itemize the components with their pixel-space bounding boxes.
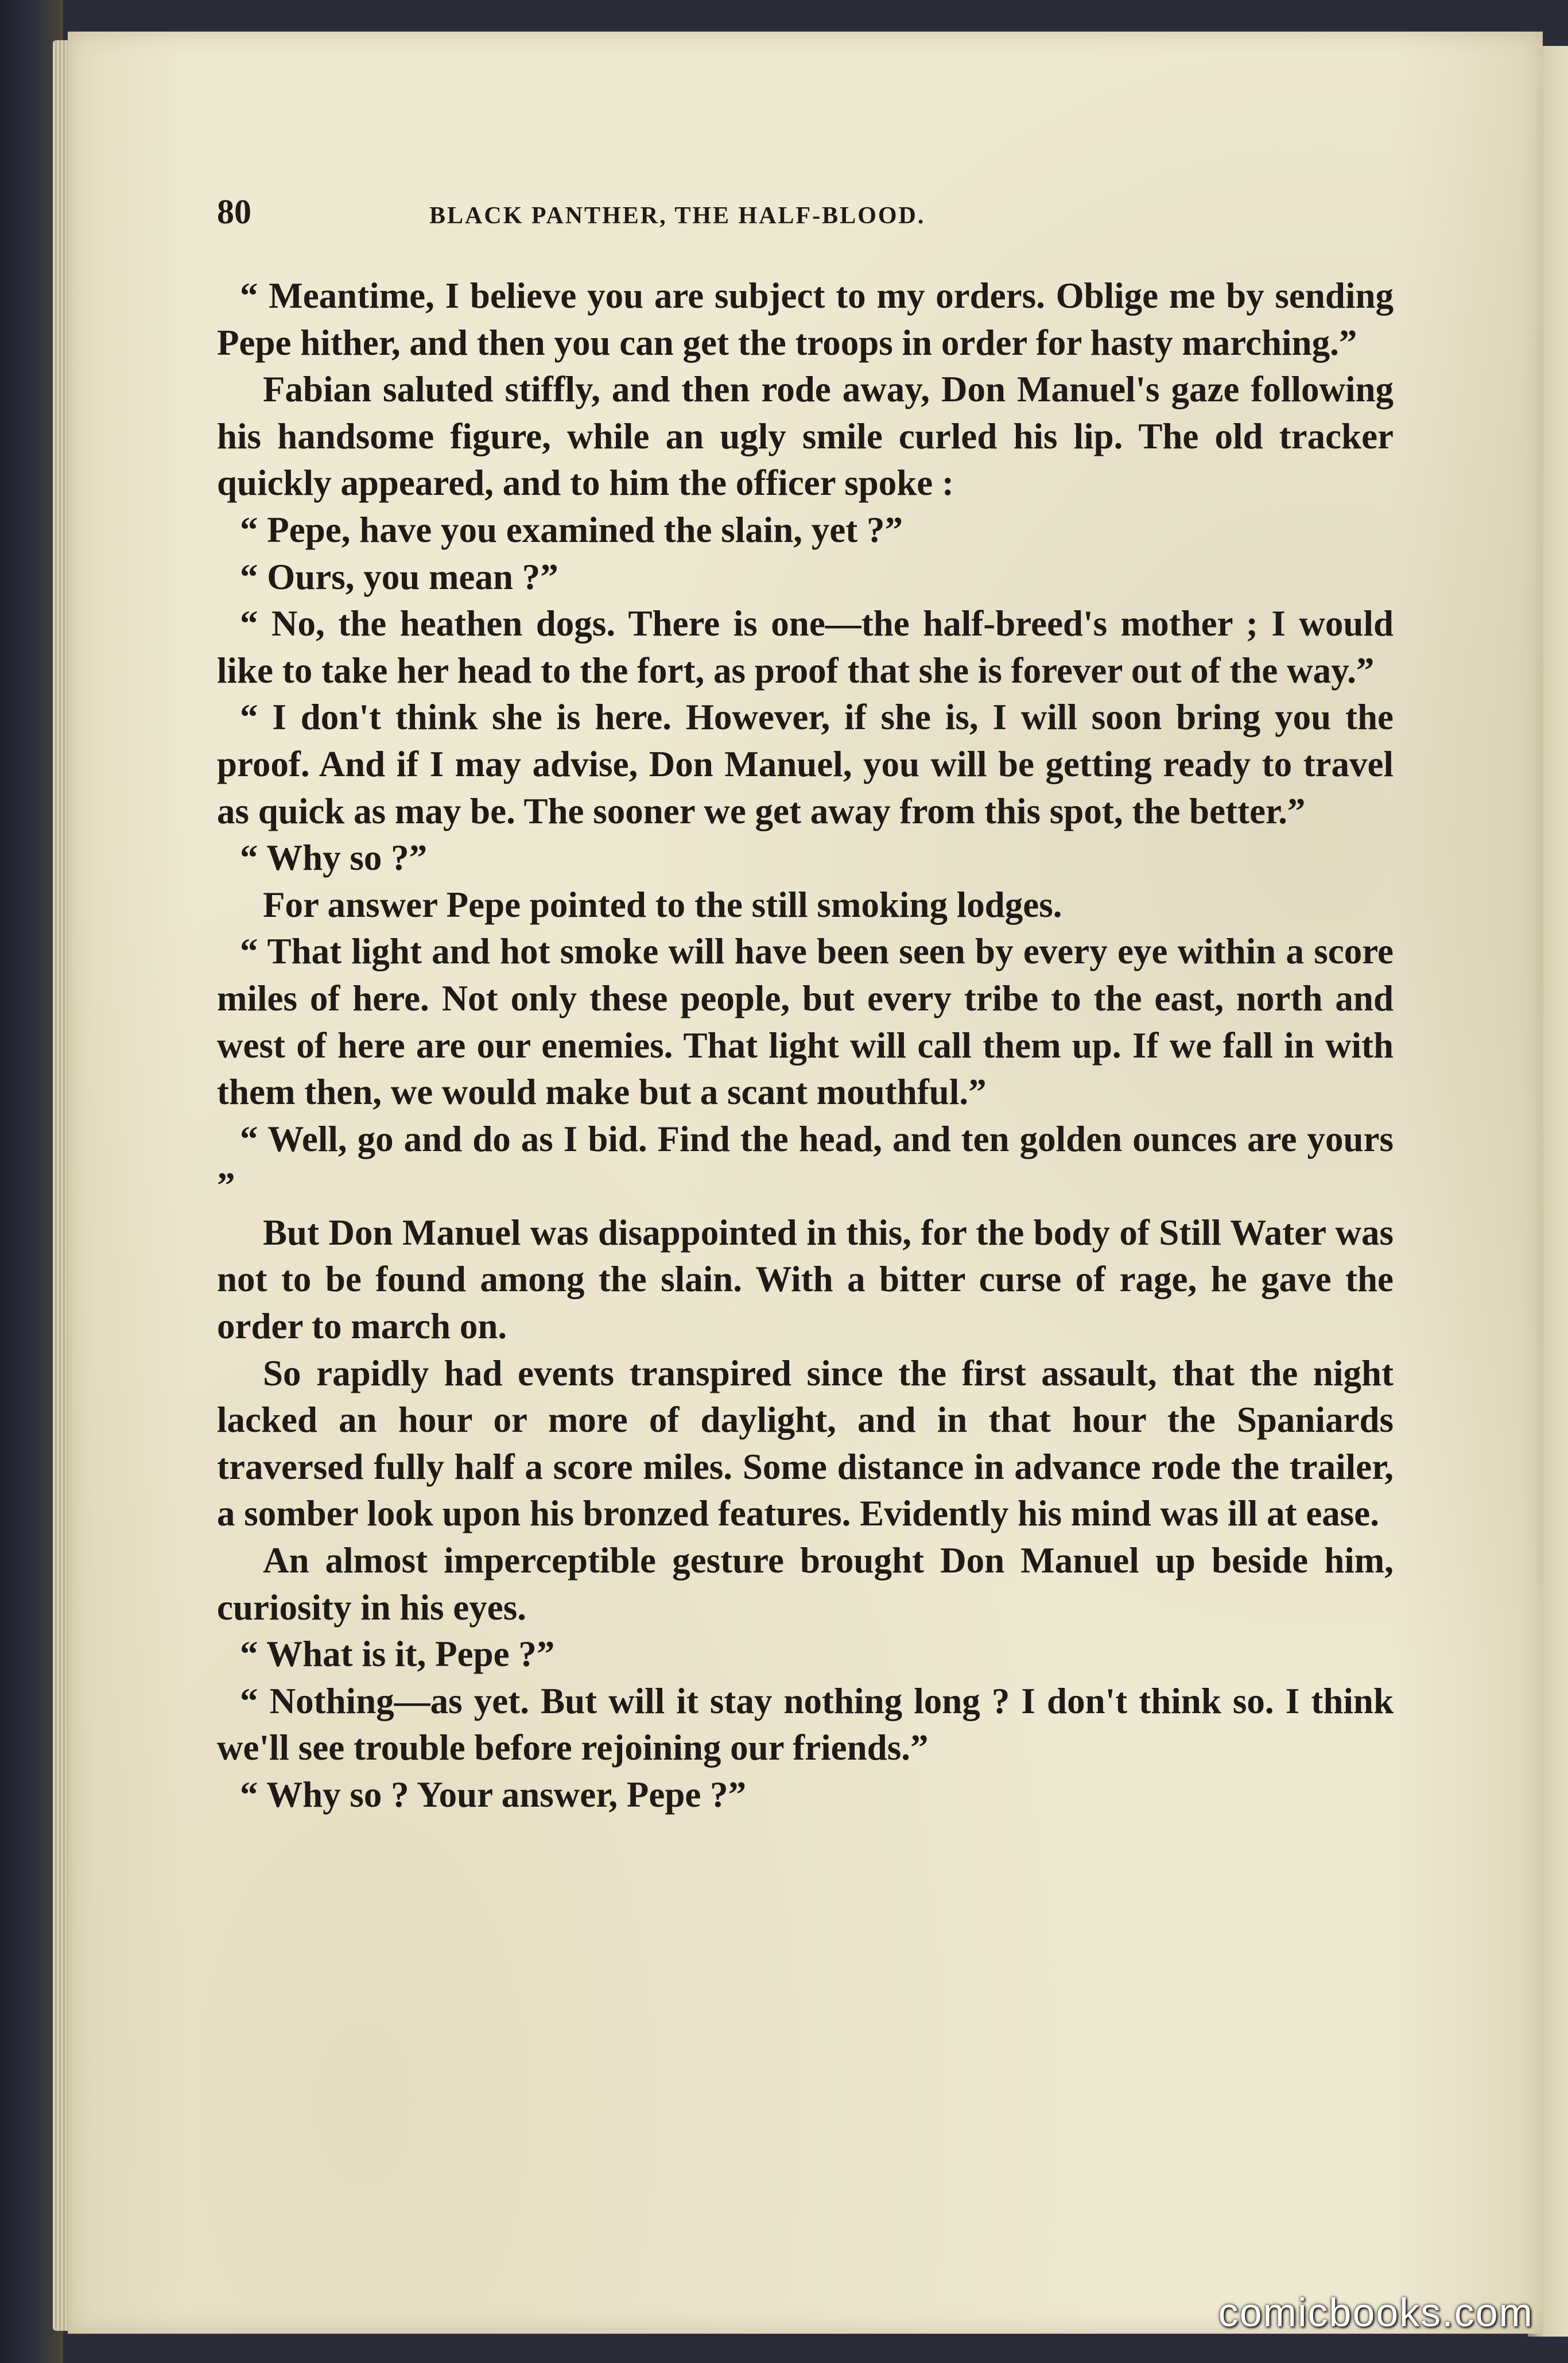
paragraph: For answer Pepe pointed to the still smoking lodges. xyxy=(263,884,1062,925)
paragraph: “ Well, go and do as I bid. Find the head, and ten golden ounces are yours ” xyxy=(217,1118,1394,1206)
paragraph: “ Why so ? Your answer, Pepe ?” xyxy=(240,1775,747,1815)
book-page xyxy=(68,32,1543,2334)
paragraph: “ Nothing—as yet. But will it stay nothing long ? I don't think so. I think we'll see trouble before rejoining our friends.” xyxy=(217,1680,1394,1768)
paragraph: But Don Manuel was disappointed in this, for the body of Still Water was not to be found among the slain. With a bitter curse of rage, he gave the order to march on. xyxy=(217,1212,1394,1347)
paragraph: “ I don't think she is here. However, if she is, I will soon bring you the proof. And if I may advise, Don Manuel, you will be getting ready to travel as quick as may be. The sooner we get away from this spot, the better.” xyxy=(217,697,1394,831)
paragraph: “ That light and hot smoke will have been seen by every eye within a score miles of here. Not only these people, but every tribe to the east, north and west of here are our enemies. That light will call them up. If we fall in with them then, we would make but a scant mouthful.” xyxy=(217,931,1394,1113)
paragraph: “ Ours, you mean ?” xyxy=(240,556,558,597)
paragraph: “ No, the heathen dogs. There is one—the half-breed's mother ; I would like to take her head to the fort, as proof that she is forever out of the way.” xyxy=(217,603,1394,691)
paragraph: Fabian saluted stiffly, and then rode away, Don Manuel's gaze following his handsome figure, while an ugly smile curled his lip. The old tracker quickly appeared, and to him the officer spoke : xyxy=(217,369,1394,503)
running-head xyxy=(217,192,1394,255)
body-text xyxy=(217,273,1394,1819)
page-content xyxy=(217,192,1394,1819)
site-watermark: comicbooks.com xyxy=(1218,2290,1534,2335)
paragraph: So rapidly had events transpired since the first assault, that the night lacked an hour or more of daylight, and in that hour the Spaniards traversed fully half a score miles. Some distance in advance rode the trailer, a somber look upon his bronzed features. Evidently his mind was ill at ease. xyxy=(217,1353,1394,1534)
page-number: 80 xyxy=(217,193,251,231)
paragraph: “ Why so ?” xyxy=(240,838,428,878)
running-title: BLACK PANTHER, THE HALF-BLOOD. xyxy=(429,203,926,229)
paragraph: “ Meantime, I believe you are subject to my orders. Oblige me by sending Pepe hither, and then you can get the troops in order for hasty marching.” xyxy=(217,276,1394,363)
paragraph: “ What is it, Pepe ?” xyxy=(240,1634,555,1675)
paragraph: “ Pepe, have you examined the slain, yet ?” xyxy=(240,509,903,550)
paragraph: An almost imperceptible gesture brought Don Manuel up beside him, curiosity in his eyes. xyxy=(217,1540,1394,1628)
